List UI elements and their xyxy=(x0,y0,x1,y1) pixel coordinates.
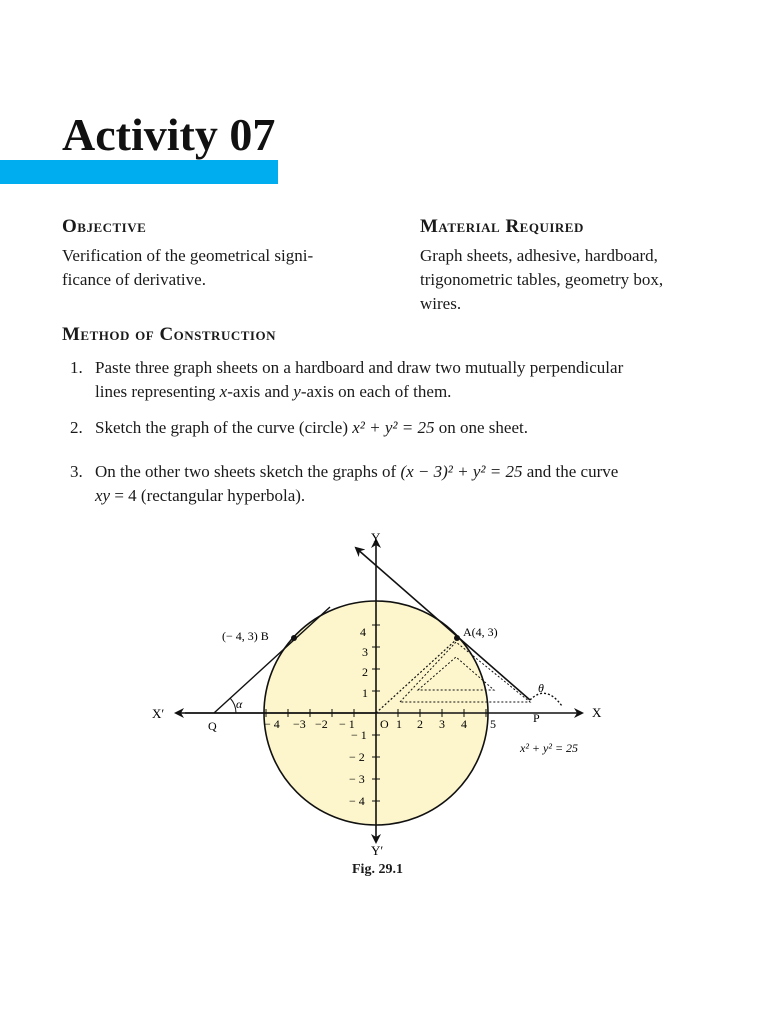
step-3-equation: (x − 3)² + y² = 25 xyxy=(400,462,523,481)
step-3-text-pre: On the other two sheets sketch the graphs of xyxy=(95,462,401,481)
y-tick-label: − 1 xyxy=(351,728,367,742)
step-1-line-1: Paste three graph sheets on a hardboard and draw two mutually perpendicular xyxy=(95,358,624,377)
step-2-text-post: on one sheet. xyxy=(434,418,528,437)
step-1-line-2-pre: lines representing xyxy=(95,382,220,401)
x-tick-label: 1 xyxy=(396,717,402,731)
axis-label-y: Y xyxy=(371,530,381,545)
point-b-label: (− 4, 3) B xyxy=(222,629,269,643)
step-2-equation: x² + y² = 25 xyxy=(352,418,435,437)
x-tick-label: 3 xyxy=(439,717,445,731)
point-q-label: Q xyxy=(208,719,217,733)
angle-theta-label: θ xyxy=(538,681,544,695)
y-tick-label: 4 xyxy=(360,625,366,639)
step-1-var-y: y xyxy=(293,382,301,401)
angle-alpha-label: α xyxy=(236,697,243,711)
step-1-number: 1. xyxy=(70,358,83,377)
material-heading: Material Required xyxy=(420,216,584,237)
page-title: Activity 07 xyxy=(62,109,276,160)
point-b-marker xyxy=(291,635,297,641)
x-tick-label: −3 xyxy=(293,717,306,731)
x-tick-label: 4 xyxy=(461,717,467,731)
figure-caption: Fig. 29.1 xyxy=(352,862,403,877)
curve-label: x² + y² = 25 xyxy=(520,741,579,755)
step-1-line-2-post: -axis on each of them. xyxy=(300,382,452,401)
step-3-text-post: and the curve xyxy=(522,462,619,481)
objective-text-line-1: Verification of the geometrical signi- xyxy=(62,246,314,265)
step-3-number: 3. xyxy=(70,462,83,481)
origin-label: O xyxy=(380,717,389,731)
material-line-2: trigonometric tables, geometry box, xyxy=(420,270,664,289)
x-tick-label: −2 xyxy=(315,717,328,731)
axis-label-x-neg: X′ xyxy=(152,706,165,721)
step-2-text-pre: Sketch the graph of the curve (circle) xyxy=(95,418,353,437)
x-tick-label: − 1 xyxy=(339,717,355,731)
point-a-label: A(4, 3) xyxy=(463,625,498,639)
y-tick-label: 1 xyxy=(362,686,368,700)
y-tick-label: − 3 xyxy=(349,772,365,786)
y-tick-label: 2 xyxy=(362,665,368,679)
step-2-number: 2. xyxy=(70,418,83,437)
step-1-var-x: x xyxy=(219,382,228,401)
y-tick-label: − 2 xyxy=(349,750,365,764)
objective-text-line-2: ficance of derivative. xyxy=(62,270,206,289)
x-tick-label: 5 xyxy=(490,717,496,731)
y-tick-label: − 4 xyxy=(349,794,365,808)
material-line-3: wires. xyxy=(420,294,462,313)
x-tick-label: − 4 xyxy=(264,717,280,731)
step-3-var-xy: xy xyxy=(95,486,111,505)
angle-theta-arc xyxy=(530,693,562,706)
method-heading: Method of Construction xyxy=(62,324,276,345)
y-tick-label: 3 xyxy=(362,645,368,659)
step-1-line-2-mid: -axis and xyxy=(227,382,294,401)
axis-label-x: X xyxy=(592,705,602,720)
x-tick-label: 2 xyxy=(417,717,423,731)
step-3-line-2-rest: = 4 (rectangular hyperbola). xyxy=(110,486,306,505)
point-a-marker xyxy=(454,635,460,641)
axis-label-y-neg: Y′ xyxy=(371,843,384,858)
material-line-1: Graph sheets, adhesive, hardboard, xyxy=(420,246,658,265)
objective-heading: Objective xyxy=(62,216,147,237)
point-p-label: P xyxy=(533,711,540,725)
